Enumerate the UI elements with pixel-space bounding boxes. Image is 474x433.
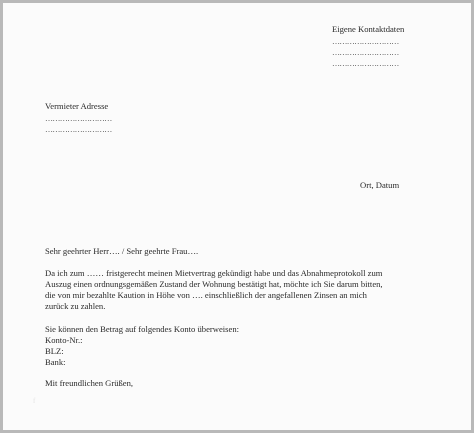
sender-line-1: ……………………… — [332, 37, 399, 46]
bank-field-blz: BLZ: — [45, 346, 64, 356]
sender-title: Eigene Kontaktdaten — [332, 24, 405, 34]
sender-line-2: ……………………… — [332, 48, 399, 57]
bank-field-account: Konto-Nr.: — [45, 335, 83, 345]
bank-intro: Sie können den Betrag auf folgendes Konto überweisen: — [45, 324, 240, 334]
letter-page — [3, 3, 471, 430]
body-line: die von mir bezahlte Kaution in Höhe von …. einschließlich der angefallenen Zinsen an mich — [45, 290, 367, 300]
sender-line-3: ……………………… — [332, 59, 399, 68]
watermark: f — [33, 397, 36, 405]
recipient-line-1: ……………………… — [45, 114, 112, 123]
salutation: Sehr geehrter Herr…. / Sehr geehrte Frau…. — [45, 246, 199, 256]
closing: Mit freundlichen Grüßen, — [45, 378, 134, 388]
recipient-title: Vermieter Adresse — [45, 101, 109, 111]
place-date: Ort, Datum — [360, 180, 400, 190]
recipient-line-2: ……………………… — [45, 125, 112, 134]
body-paragraph — [45, 268, 445, 312]
body-line: Auszug einen ordnungsgemäßen Zustand der Wohnung bestätigt hat, möchte ich Sie darum bitten, — [45, 279, 383, 289]
body-line: Da ich zum …… fristgerecht meinen Mietvertrag gekündigt habe und das Abnahmeprotokoll zum — [45, 268, 383, 278]
bank-field-bank: Bank: — [45, 357, 66, 367]
body-line: zurück zu zahlen. — [45, 301, 106, 311]
bank-section — [45, 324, 445, 368]
